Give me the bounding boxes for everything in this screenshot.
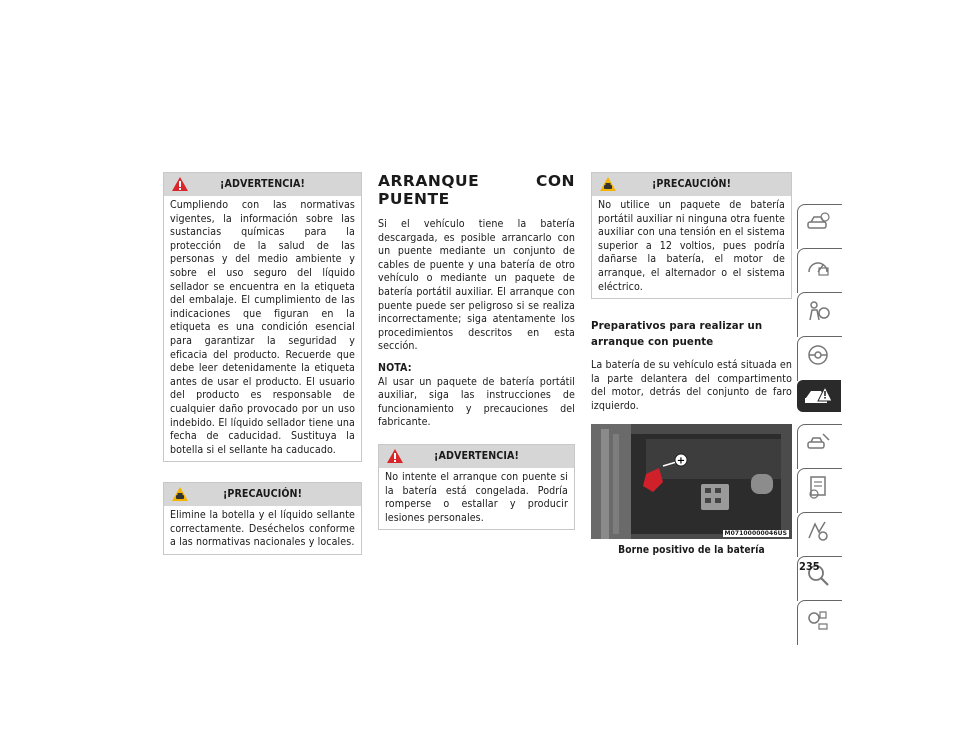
warning-icon	[386, 448, 404, 464]
caution-box-2	[591, 172, 792, 299]
dashboard-icon	[805, 254, 831, 280]
emergency-icon	[803, 383, 833, 409]
tab-dashboard[interactable]	[797, 248, 841, 292]
column-right	[591, 172, 792, 557]
caution-car-icon	[599, 176, 617, 192]
note-label: NOTA:	[378, 361, 412, 374]
battery-photo-illustration	[591, 424, 792, 539]
battery-location-paragraph: La batería de su vehículo está situada en la parte delantera del compartimento del motor, detrás del conjunto de faro izquierdo.	[591, 359, 792, 412]
caution-text: Elimine la botella y el líquido sellante correctamente. Deséchelos conforme a las normativas nacionales y locales.	[170, 509, 355, 549]
service-icon	[805, 430, 831, 456]
warning-title-2: ¡ADVERTENCIA!	[434, 449, 519, 462]
warning-title: ¡ADVERTENCIA!	[220, 178, 305, 190]
column-left	[163, 172, 362, 575]
note-text: Al usar un paquete de batería portátil auxiliar, siga las instrucciones de funcionamiento y precauciones del fabricante.	[378, 375, 575, 429]
steering-icon	[805, 342, 831, 368]
caution-text-2: No utilice un paquete de batería portátil auxiliar ni ninguna otra fuente auxiliar con una tensión en el sistema superior a 12 voltios, pues podría dañarse la batería, el motor de arranque, el alternador o el sistema eléctrico.	[598, 199, 785, 293]
tab-steering[interactable]	[797, 336, 841, 380]
caution-car-icon	[171, 486, 189, 502]
car-info-icon	[805, 210, 831, 236]
page-number: 235	[799, 560, 820, 573]
figure-caption: Borne positivo de la batería	[618, 544, 765, 556]
caution-title-2: ¡PRECAUCIÓN!	[651, 178, 732, 190]
tab-service[interactable]	[797, 424, 841, 468]
safety-icon	[805, 298, 831, 324]
warning-header-2	[379, 445, 574, 468]
warning-box-2	[378, 444, 575, 530]
tab-language[interactable]	[797, 600, 841, 644]
warning-icon	[171, 176, 189, 192]
tab-emergency[interactable]	[797, 380, 841, 424]
caution-title: ¡PRECAUCIÓN!	[222, 488, 303, 501]
warning-text: Cumpliendo con las normativas vigentes, la información sobre las sustancias químicas para la protección de la salud de las personas y del medio ambiente y sobre el uso seguro del líquido sellador se encuentra en la etiqueta del embalaje. El cumplimiento de las indicaciones que figuran en la etiqueta es una condición esencial para garantizar la seguridad y eficacia del producto. Recuerde que debe leer detenidamente la etiqueta antes de usar el producto. El usuario del producto es responsable de cualquier daño provocado por un uso indebido. El líquido sellador tiene una fecha de caducidad. Sustituya la botella si el sellante ha caducado.	[170, 199, 355, 456]
intro-paragraph: Si el vehículo tiene la batería descargada, es posible arrancarlo con un puente mediante un conjunto de cables de puente y una batería de otro vehículo o mediante un paquete de batería portátil auxiliar. El arranque con puente puede ser peligroso si se realiza incorrectamente; siga atentamente los procedimientos descritos en esta sección.	[378, 218, 575, 353]
figure-code: M07100000046US	[724, 529, 787, 537]
warning-text-2: No intente el arranque con puente si la batería está congelada. Podría romperse o estallar y producir lesiones personales.	[385, 470, 568, 524]
specs-icon	[805, 474, 831, 500]
warning-box	[163, 172, 362, 462]
warning-header	[164, 173, 361, 196]
tab-car-info[interactable]	[797, 204, 841, 248]
tab-multimedia[interactable]	[797, 512, 841, 556]
tab-specs[interactable]	[797, 468, 841, 512]
caution-header-2	[592, 173, 791, 196]
column-middle	[378, 172, 575, 550]
caution-header	[164, 483, 361, 506]
multimedia-icon	[805, 518, 831, 544]
side-tab-navigation	[797, 204, 841, 644]
tab-safety[interactable]	[797, 292, 841, 336]
language-icon	[805, 606, 831, 632]
subheading: Preparativos para realizar un arranque con puente	[591, 321, 763, 349]
section-heading: ARRANQUE CON PUENTE	[378, 172, 575, 208]
caution-box	[163, 482, 362, 555]
battery-photo	[591, 424, 792, 539]
positive-terminal-marker: +	[676, 455, 686, 467]
